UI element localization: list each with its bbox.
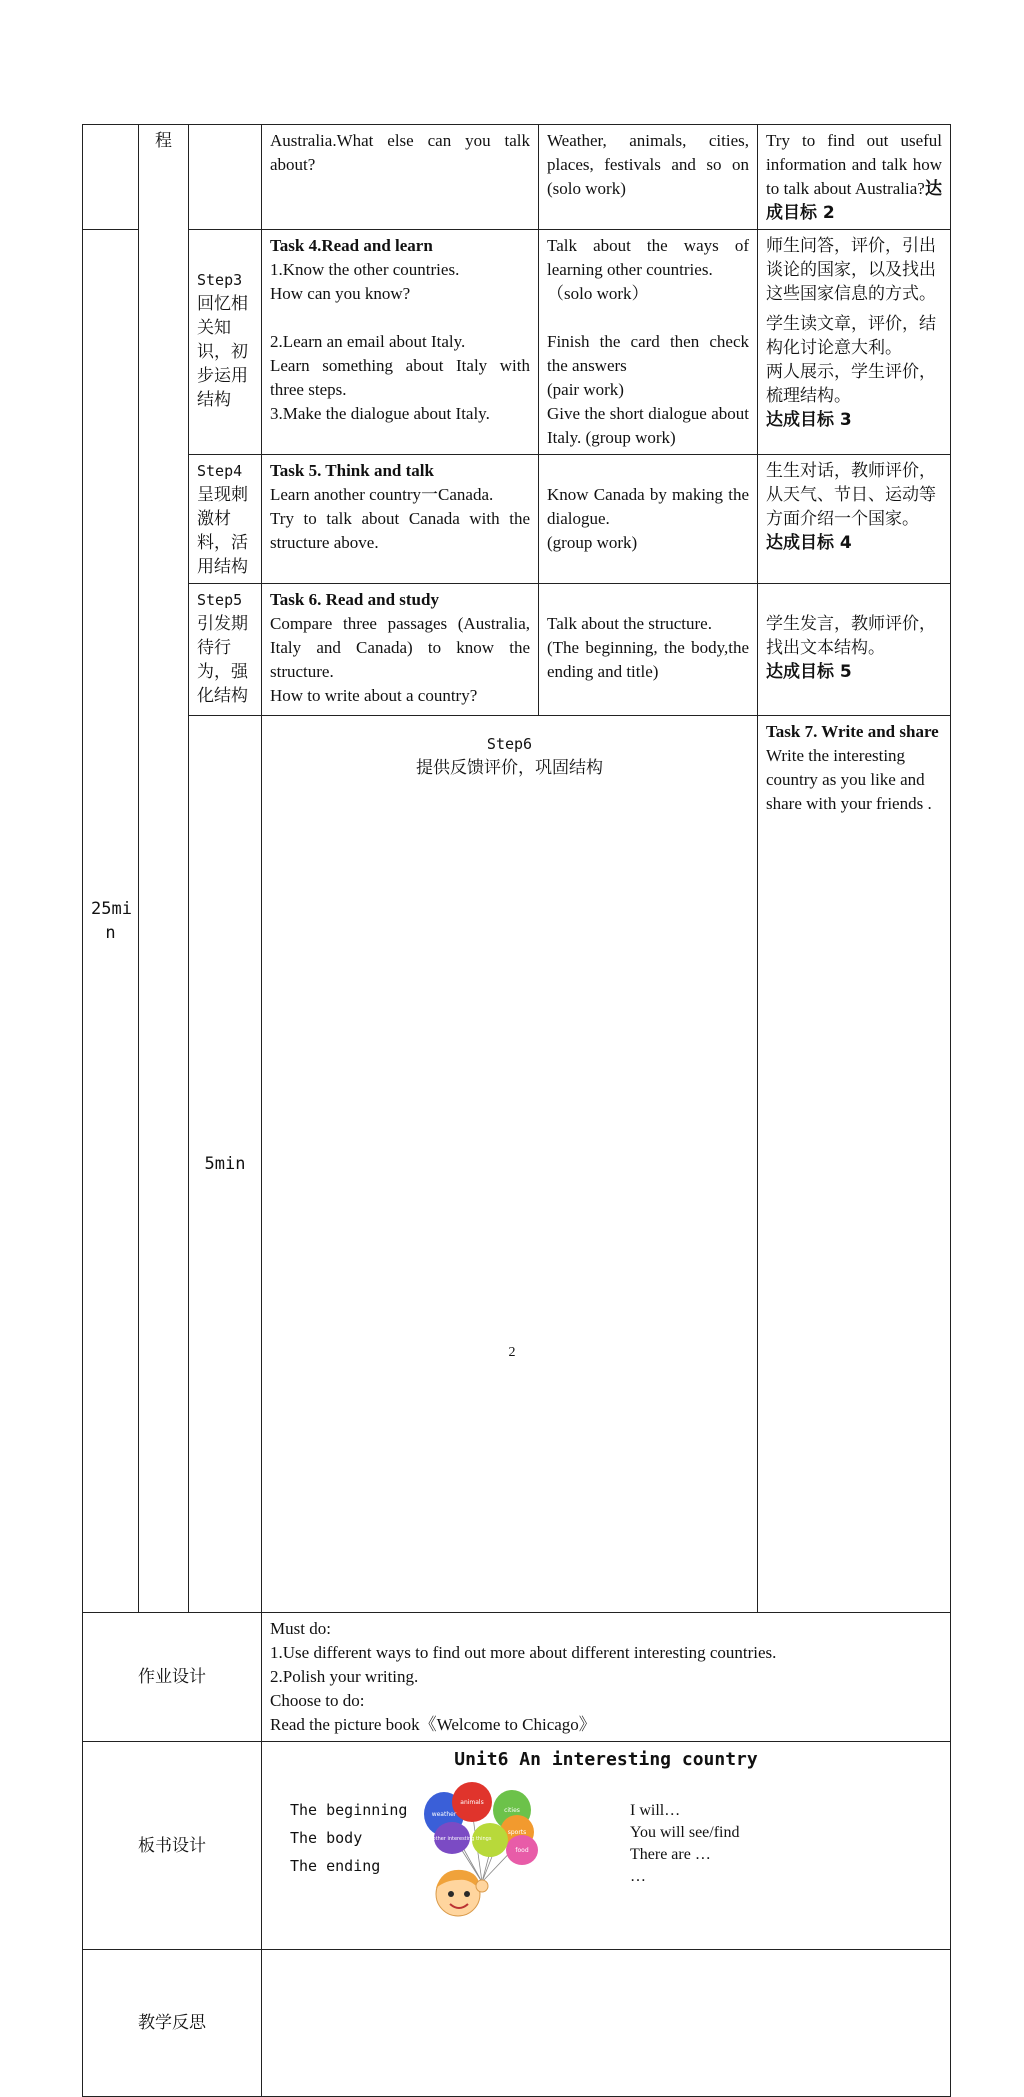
board-title: Unit6 An interesting country [454, 1749, 758, 1770]
step4-intent: 生生对话，教师评价，从天气、节日、运动等方面介绍一个国家。 达成目标 4 [758, 455, 951, 584]
board-content [262, 1742, 951, 1950]
activity-cell: Australia.What else can you talk about? [262, 125, 539, 230]
student-cell: Weather, animals, cities, places, festivals and so on (solo work) [539, 125, 758, 230]
balloon-label-weather: weather [431, 1811, 457, 1818]
step3-student: Talk about the ways of learning other countries. （solo work） Finish the card then check the answers (pair work) Give the short dialogue about Italy. (group work) [539, 230, 758, 455]
time-cell-5min: 5min [189, 716, 262, 1613]
step3-activity: Task 4.Read and learn 1.Know the other countries. How can you know? 2.Learn an email about Italy. Learn something about Italy with three steps. 3.Make the dialogue about Italy. [262, 230, 539, 455]
table-row [83, 1950, 951, 2097]
intent-cell: Try to find out useful information and talk how to talk about Australia?达成目标 2 [758, 125, 951, 230]
stage-cell: 程 [139, 125, 189, 1613]
step4-activity: Task 5. Think and talk Learn another country一Canada. Try to talk about Canada with the structure above. [262, 455, 539, 584]
homework-label: 作业设计 [83, 1613, 262, 1742]
table-row [83, 455, 951, 584]
table-row [83, 230, 951, 455]
balloon-label-animals: animals [460, 1799, 484, 1806]
step5-activity: Task 6. Read and study Compare three passages (Australia, Italy and Canada) to know the structure. How to write about a country? [262, 584, 539, 716]
table-row [83, 1742, 951, 1950]
balloon-label-sports: sports [507, 1829, 527, 1836]
table-row [83, 584, 951, 716]
balloon-boy-illustration [422, 1782, 542, 1922]
table-row [83, 125, 951, 230]
time-cell-25min: 25mi n [83, 230, 139, 1613]
step6-activity: Task 7. Write and share Write the interesting country as you like and share with your friends . [758, 716, 951, 1613]
balloon-label-food: food [515, 1847, 529, 1854]
step5-label: Step5 引发期待行为，强化结构 [189, 584, 262, 716]
balloon-label-cities: cities [504, 1807, 520, 1814]
step5-intent: 学生发言，教师评价，找出文本结构。 达成目标 5 [758, 584, 951, 716]
board-label: 板书设计 [83, 1742, 262, 1950]
step6-label: Step6 提供反馈评价，巩固结构 [262, 716, 758, 1613]
board-sentence-patterns: I will… You will see/find There are … … [630, 1802, 740, 1885]
reflection-content [262, 1950, 951, 2097]
table-row [83, 1613, 951, 1742]
reflection-label: 教学反思 [83, 1950, 262, 2097]
time-cell-empty [83, 125, 139, 230]
step3-intent: 师生问答，评价，引出谈论的国家，以及找出这些国家信息的方式。 学生读文章，评价，结构化讨论意大利。 两人展示，学生评价，梳理结构。 达成目标 3 [758, 230, 951, 455]
lesson-plan-table [82, 124, 951, 2097]
page-number: 2 [508, 1345, 516, 1360]
board-structure-list: The beginning The body The ending [290, 1801, 408, 1875]
step4-label: Step4 呈现刺激材料，活用结构 [189, 455, 262, 584]
step4-student: Know Canada by making the dialogue. (group work) [539, 455, 758, 584]
step3-label: Step3 回忆相关知识，初步运用结构 [189, 230, 262, 455]
step5-student: Talk about the structure. (The beginning, the body,the ending and title) [539, 584, 758, 716]
step-cell-empty [189, 125, 262, 230]
table-row [83, 716, 951, 1613]
balloon-label-other: other interesting things [432, 1836, 492, 1842]
homework-content: Must do: 1.Use different ways to find out more about different interesting countries. 2.Polish your writing. Choose to do: Read the picture book《Welcome to Chicago》 [262, 1613, 951, 1742]
